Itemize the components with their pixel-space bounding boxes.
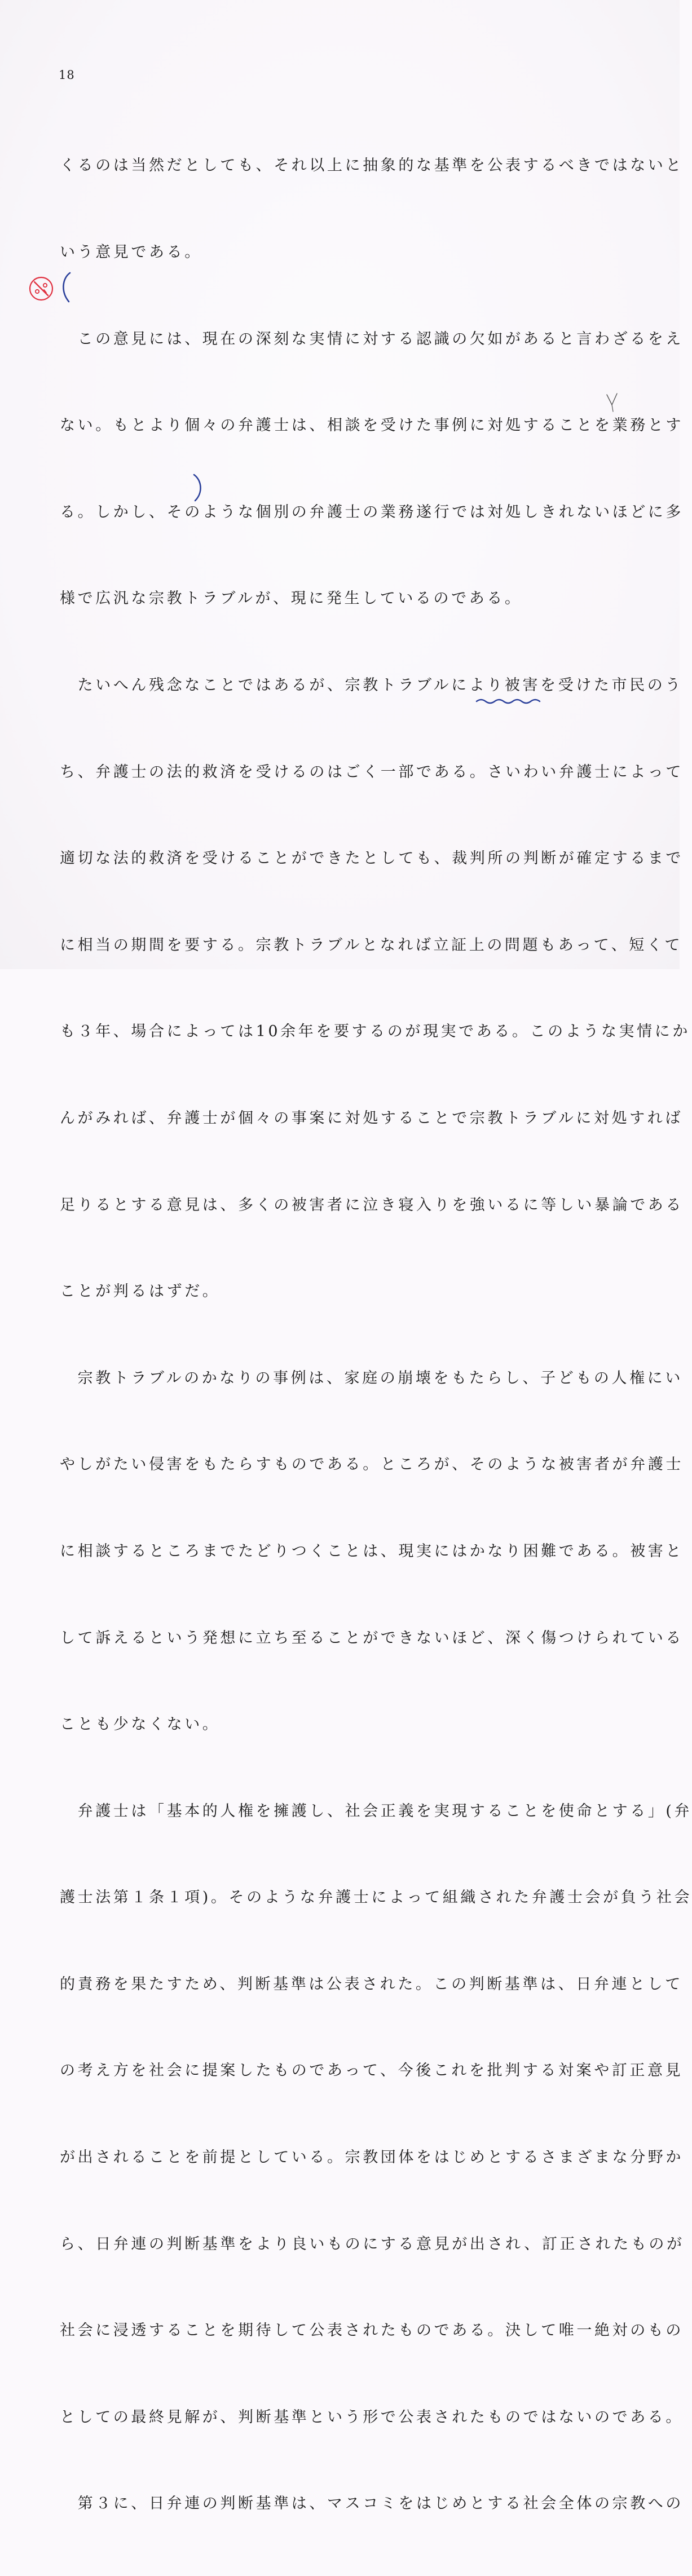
text-line: 様で広汎な宗教トラブルが、現に発生しているのである。 — [60, 590, 523, 608]
text-line: に相談するところまでたどりつくことは、現実にはかなり困難である。被害と — [60, 1542, 684, 1560]
text-line: 第３に、日弁連の判断基準は、マスコミをはじめとする社会全体の宗教への — [60, 2495, 684, 2513]
text-line: ち、弁護士の法的救済を受けるのはごく一部である。さいわい弁護士によって — [60, 763, 684, 781]
text-line: やしがたい侵害をもたらすものである。ところが、そのような被害者が弁護士 — [60, 1456, 684, 1474]
text-line: ことも少なくない。 — [60, 1716, 221, 1734]
text-line: んがみれば、弁護士が個々の事案に対処することで宗教トラブルに対処すれば — [60, 1109, 683, 1127]
text-line: 弁護士は「基本的人権を擁護し、社会正義を実現することを使命とする」(弁 — [60, 1802, 692, 1820]
text-line: たいへん残念なことではあるが、宗教トラブルにより被害を受けた市民のう — [60, 676, 683, 694]
text-line: いう意見である。 — [60, 244, 202, 261]
text-line: の考え方を社会に提案したものであって、今後これを批判する対案や訂正意見 — [60, 2062, 684, 2080]
text-line: ことが判るはずだ。 — [60, 1283, 221, 1301]
text-line: が出されることを前提としている。宗教団体をはじめとするさまざまな分野か — [60, 2149, 684, 2167]
red-asterisk-mark-icon — [27, 275, 55, 303]
text-line: としての最終見解が、判断基準という形で公表されたものではないのである。 — [60, 2408, 684, 2426]
text-line: 社会に浸透することを期待して公表されたものである。決して唯一絶対のもの — [60, 2322, 684, 2340]
text-line: 護士法第１条１項)。そのような弁護士によって組織された弁護士会が負う社会 — [60, 1889, 692, 1907]
text-line: ら、日弁連の判断基準をより良いものにする意見が出され、訂正されたものが — [60, 2235, 685, 2253]
text-line: も３年、場合によっては10余年を要するのが現実である。このような実情にか — [60, 1023, 690, 1041]
page-number: 18 — [59, 68, 75, 82]
text-line: して訴えるという発想に立ち至ることができないほど、深く傷つけられている — [60, 1629, 684, 1647]
text-line: 足りるとする意見は、多くの被害者に泣き寝入りを強いるに等しい暴論である — [60, 1196, 684, 1214]
text-line: 的責務を果たすため、判断基準は公表された。この判断基準は、日弁連として — [60, 1975, 683, 1993]
text-line: この意見には、現在の深刻な実情に対する認識の欠如があると言わざるをえ — [60, 330, 684, 348]
text-line: くるのは当然だとしても、それ以上に抽象的な基準を公表するべきではないと — [60, 157, 684, 175]
text-line: 適切な法的救済を受けることができたとしても、裁判所の判断が確定するまで — [60, 850, 684, 868]
text-line: に相当の期間を要する。宗教トラブルとなれば立証上の問題もあって、短くて — [60, 936, 683, 954]
text-line: る。しかし、そのような個別の弁護士の業務遂行では対処しきれないほどに多 — [60, 503, 684, 521]
text-line: 宗教トラブルのかなりの事例は、家庭の崩壊をもたらし、子どもの人権にい — [60, 1369, 683, 1387]
text-line: ない。もとより個々の弁護士は、相談を受けた事例に対処することを業務とす — [60, 417, 684, 435]
body-text — [60, 94, 692, 2576]
